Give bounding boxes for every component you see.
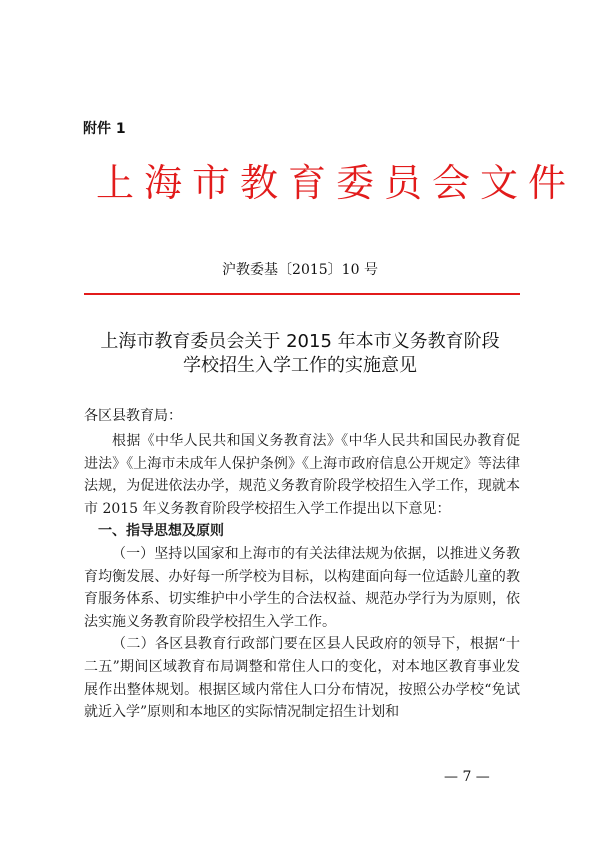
page-number: — 7 — bbox=[444, 769, 490, 785]
document-number: 沪教委基〔2015〕10 号 bbox=[222, 262, 378, 278]
paragraph-1: （一）坚持以国家和上海市的有关法律法规为依据，以推进义务教育均衡发展、办好每一所学校为目标，以构建面向每一位适龄儿童的教育服务体系、切实维护中小学生的合法权益、规范办学行为为原则，依法实施义务教育阶段学校招生入学工作。 bbox=[84, 545, 520, 630]
attachment-label: 附件 1 bbox=[83, 121, 126, 137]
red-divider-line bbox=[84, 293, 520, 295]
document-body bbox=[84, 430, 520, 724]
title-line-2: 学校招生入学工作的实施意见 bbox=[183, 355, 417, 376]
document-title bbox=[0, 330, 600, 378]
paragraph-2: （二）各区县教育行政部门要在区县人民政府的领导下，根据“十二五”期间区域教育布局调整和常住人口的变化，对本地区教育事业发展作出整体规划。根据区域内常住人口分布情况，按照公办学校“免试就近入学”原则和本地区的实际情况制定招生计划和 bbox=[84, 636, 520, 721]
title-line-1: 上海市教育委员会关于 2015 年本市义务教育阶段 bbox=[100, 331, 500, 352]
section-heading: 一、指导思想及原则 bbox=[98, 523, 224, 540]
addressee: 各区县教育局： bbox=[84, 408, 182, 424]
red-header-title: 上海市教育委员会文件 bbox=[96, 161, 577, 205]
intro-paragraph: 根据《中华人民共和国义务教育法》《中华人民共和国民办教育促进法》《上海市未成年人保护条例》《上海市政府信息公开规定》等法律法规，为促进依法办学，规范义务教育阶段学校招生入学工作，现就本市 2015 年义务教育阶段学校招生入学工作提出以下意见： bbox=[84, 433, 520, 517]
